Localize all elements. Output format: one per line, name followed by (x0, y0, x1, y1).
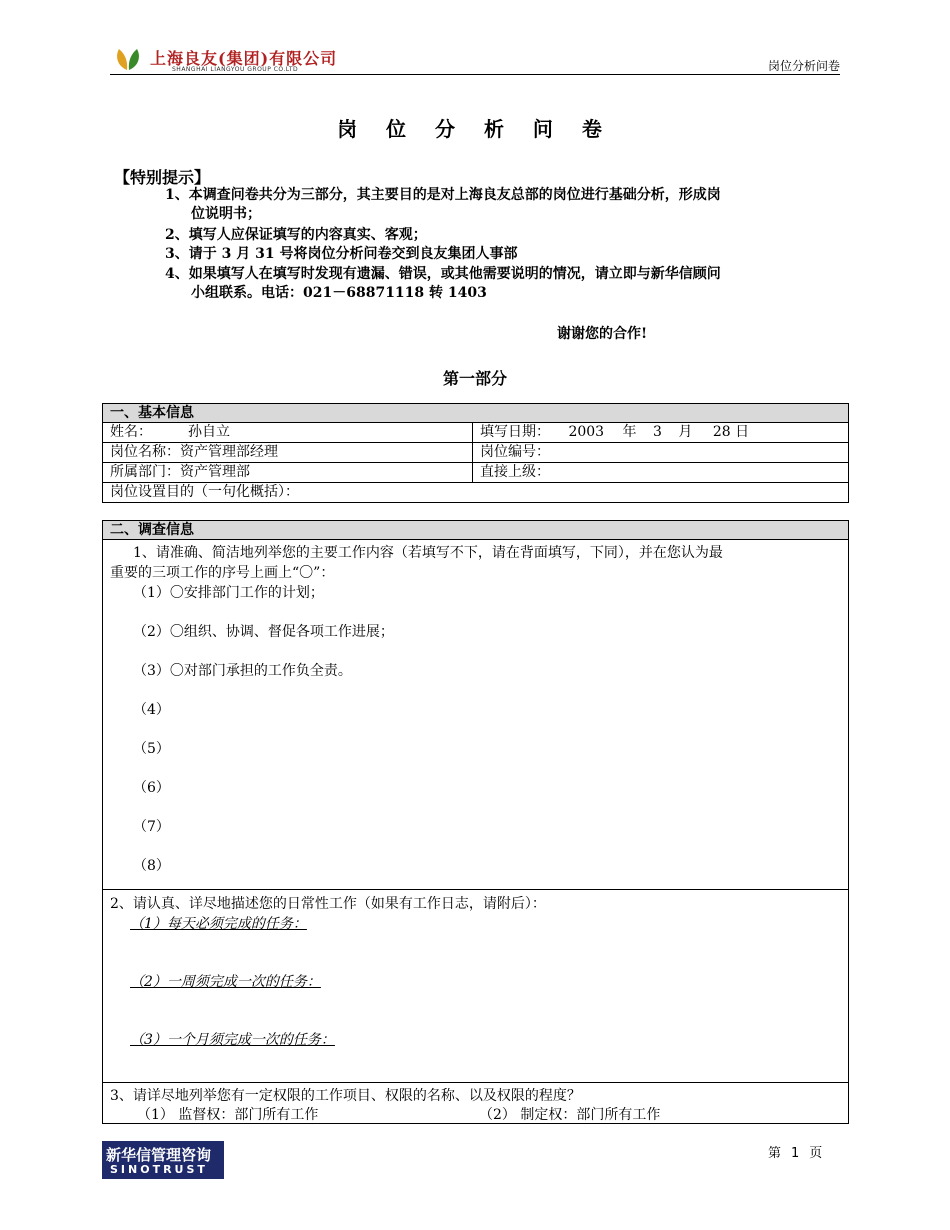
header-doc-name: 岗位分析问卷 (767, 59, 840, 73)
notice-item-2 (165, 226, 427, 245)
page-prefix: 第 (768, 1146, 782, 1161)
date-month-unit: 月 (678, 424, 693, 440)
page-number-value: 1 (791, 1146, 800, 1161)
position-no-cell[interactable]: 岗位编号： (480, 444, 550, 460)
table-row (103, 483, 848, 502)
survey-header: 二、调查信息 (103, 521, 848, 540)
date-day: 28 (712, 424, 731, 440)
question-2-section[interactable] (103, 890, 848, 1083)
monthly-task-item: （3）一个月须完成一次的任务： (130, 1032, 335, 1048)
document-title: 岗 位 分 析 问 卷 (337, 117, 613, 141)
list-item: （3）〇对部门承担的工作负全责。 (133, 663, 352, 679)
superior-cell[interactable]: 直接上级： (480, 464, 550, 480)
company-logo-icon (115, 46, 141, 72)
basic-info-header: 一、基本信息 (103, 404, 848, 423)
table-row (103, 463, 848, 483)
company-name-cn: 上海良友(集团)有限公司 (150, 49, 338, 68)
list-item: （7） (133, 819, 170, 835)
date-label: 填写日期： (480, 424, 550, 440)
department-cell[interactable]: 所属部门：资产管理部 (103, 463, 473, 482)
question-2-text: 2、请认真、详尽地描述您的日常性工作（如果有工作日志，请附后）： (110, 896, 546, 912)
question-1-section[interactable] (103, 540, 848, 890)
basic-info-table (102, 403, 849, 503)
notice-item-3 (165, 245, 517, 264)
notice-item-4 (165, 265, 721, 303)
part-title: 第一部分 (442, 369, 507, 388)
list-item: （5） (133, 741, 170, 757)
page-number (763, 1142, 827, 1161)
footer-logo-en: SINOTRUST (110, 1163, 208, 1176)
question-1-line2: 重要的三项工作的序号上画上“〇”： (110, 565, 335, 581)
survey-table (102, 520, 849, 1124)
notice-item-1 (165, 186, 721, 224)
name-value: 孙自立 (188, 424, 230, 440)
list-item: （1）〇安排部门工作的计划； (133, 585, 324, 601)
table-row (103, 443, 848, 463)
position-name-cell[interactable]: 岗位名称：资产管理部经理 (103, 443, 473, 462)
date-day-unit: 日 (735, 424, 750, 440)
list-item: （4） (133, 702, 170, 718)
notice-item-2-line1: 2、填写人应保证填写的内容真实、客观； (165, 227, 427, 243)
daily-task-item: （1）每天必须完成的任务： (130, 916, 307, 932)
date-cell[interactable] (473, 423, 848, 442)
table-row (103, 423, 848, 443)
question-3-text: 3、请详尽地列举您有一定权限的工作项目、权限的名称、以及权限的程度？ (110, 1088, 581, 1104)
date-year: 2003 (568, 424, 605, 440)
weekly-task-item: （2）一周须完成一次的任务： (130, 974, 321, 990)
date-year-unit: 年 (622, 424, 637, 440)
company-name-en: SHANGHAI LIANGYOU GROUP CO.LTD (172, 66, 299, 73)
authority-item-1: （1） 监督权：部门所有工作 (137, 1107, 319, 1123)
name-label: 姓名： (110, 424, 152, 440)
thanks-text: 谢谢您的合作! (557, 326, 648, 342)
page-suffix: 页 (809, 1146, 823, 1161)
notice-item-1-line2: 位说明书； (191, 206, 261, 222)
notice-item-4-line2: 小组联系。电话：021－68871118 转 1403 (191, 285, 487, 301)
page-header (110, 42, 840, 75)
list-item: （6） (133, 780, 170, 796)
question-1-line1: 1、请准确、简洁地列举您的主要工作内容（若填写不下，请在背面填写，下同），并在您认为最 (133, 545, 723, 561)
notice-item-1-line1: 1、本调查问卷共分为三部分，其主要目的是对上海良友总部的岗位进行基础分析，形成岗 (165, 187, 721, 203)
name-cell[interactable] (103, 423, 473, 442)
notice-item-4-line1: 4、如果填写人在填写时发现有遗漏、错误，或其他需要说明的情况，请立即与新华信顾问 (165, 266, 721, 282)
list-item: （8） (133, 858, 170, 874)
purpose-cell[interactable]: 岗位设置目的（一句化概括）： (110, 484, 299, 500)
notice-heading: 【特别提示】 (114, 168, 211, 187)
authority-item-2: （2） 制定权：部门所有工作 (479, 1107, 661, 1123)
list-item: （2）〇组织、协调、督促各项工作进展； (133, 624, 394, 640)
question-3-section[interactable] (103, 1083, 848, 1124)
date-month: 3 (653, 424, 662, 440)
notice-item-3-line1: 3、请于 3 月 31 号将岗位分析问卷交到良友集团人事部 (165, 246, 518, 262)
footer-logo (102, 1141, 224, 1179)
footer-logo-cn: 新华信管理咨询 (106, 1146, 212, 1164)
